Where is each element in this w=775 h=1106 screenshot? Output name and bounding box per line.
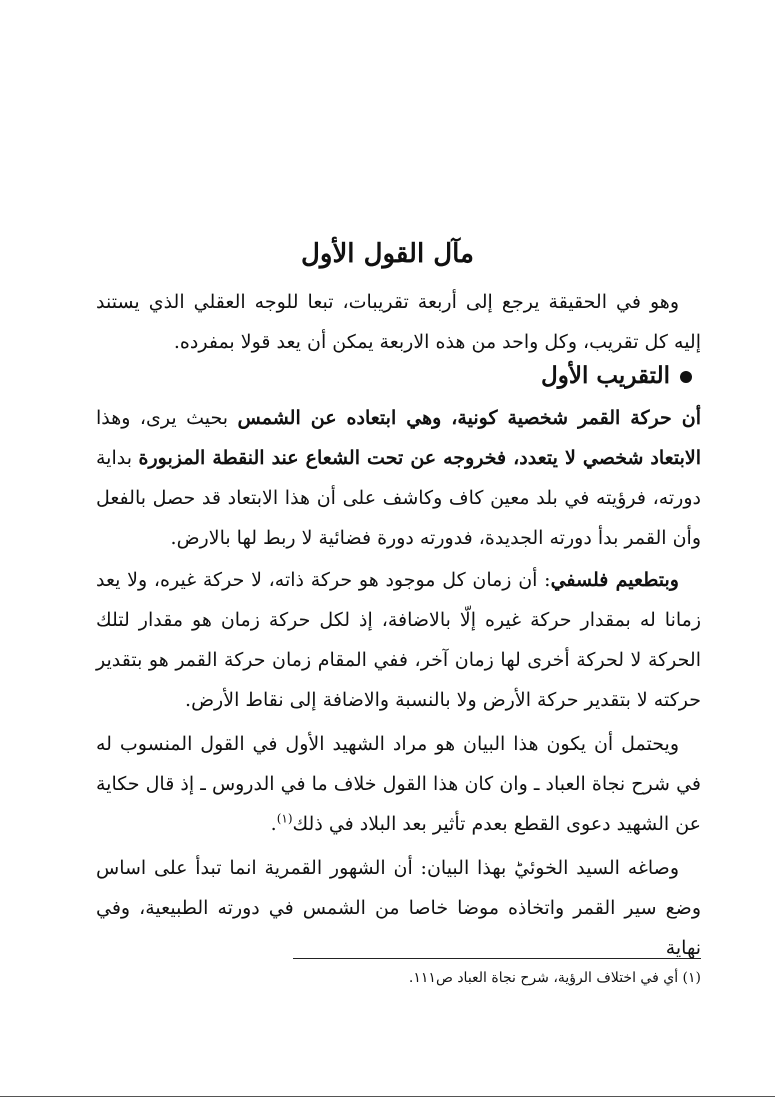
bullet-icon (680, 371, 692, 383)
para2-bold-a: وبتطعيم فلسفي (550, 569, 679, 591)
para1-plain-b: بداية دورته، فرؤيته في بلد معين كاف وكاشف على أن هذا الابتعاد قد حصل بالفعل وأن القمر بدأ دورته الجديدة، فدورته دورة فضائية لا ربط لها بالارض. (96, 447, 701, 549)
intro-text: وهو في الحقيقة يرجع إلى أربعة تقريبات، تبعا للوجه العقلي الذي يستند إليه كل تقريب، وكل واحد من هذه الاربعة يمكن أن يعد قولا بمفرده. (96, 291, 701, 353)
para3-end: . (270, 813, 277, 835)
intro-paragraph (96, 282, 701, 362)
paragraph-1 (96, 398, 701, 558)
paragraph-3 (96, 724, 701, 844)
subheading-label: التقريب الأول (541, 362, 670, 389)
para2-plain-a: : أن زمان كل موجود هو حركة ذاته، لا حركة غيره، ولا يعد زمانا له بمقدار حركة غيره إلّا بالاضافة، إذ لكل حركة زمان هو مقدار لتلك الحركة لا لحركة أخرى لها زمان آخر، ففي المقام زمان حركة القمر هو بتقدير حركته لا بتقدير حركة الأرض ولا بالنسبة والاضافة إلى نقاط الأرض. (96, 569, 701, 711)
footnote: (١) أي في اختلاف الرؤية، شرح نجاة العباد ص١١١. (408, 970, 701, 986)
footnote-ref: (١) (276, 811, 293, 826)
para3-text: ويحتمل أن يكون هذا البيان هو مراد الشهيد الأول في القول المنسوب له في شرح نجاة العباد ـ وان كان هذا القول خلاف ما في الدروس ـ إذ قال حكاية عن الشهيد دعوى القطع بعدم تأثير بعد البلاد في ذلك (96, 733, 701, 835)
paragraph-4 (96, 848, 701, 968)
para1-bold-a: أن حركة القمر شخصية كونية، وهي ابتعاده عن الشمس (237, 407, 701, 429)
footnote-divider (293, 958, 701, 959)
para4-text: وصاغه السيد الخوئيؕ بهذا البيان: أن الشهور القمرية انما تبدأ على اساس وضع سير القمر واتخاذه موضا خاصا من الشمس في دورته الطبيعية، وفي نهاية (96, 857, 701, 959)
para1-plain-a: بحيث يرى، وهذا (96, 407, 238, 429)
section-title: مآل القول الأول (301, 239, 474, 269)
paragraph-2 (96, 560, 701, 720)
para1-bold-b: الابتعاد شخصي لا يتعدد، فخروجه عن تحت الشعاع عند النقطة المزبورة (138, 447, 701, 469)
subheading (96, 356, 692, 396)
page-bottom-rule (0, 1096, 775, 1097)
